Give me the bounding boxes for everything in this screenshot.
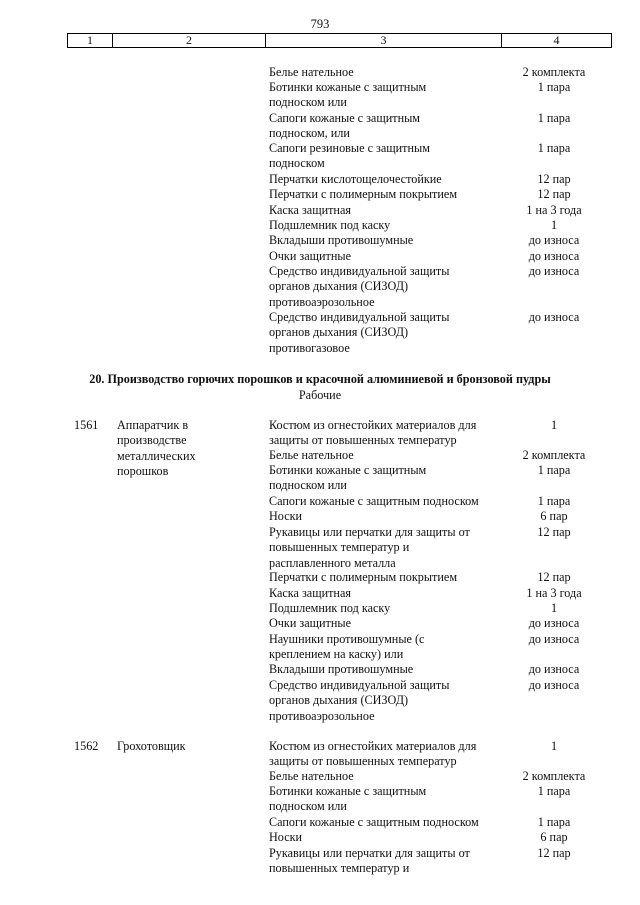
item-qty: до износа <box>528 616 580 630</box>
item-qty: 12 пар <box>537 172 571 186</box>
list-item <box>269 739 569 770</box>
item-qty: 6 пар <box>540 830 568 844</box>
item-qty: 1 пара <box>537 80 571 94</box>
list-item <box>269 601 569 616</box>
item-qty: 1 пара <box>537 815 571 829</box>
list-item <box>269 815 569 830</box>
list-item <box>269 448 586 463</box>
list-item <box>269 141 569 172</box>
list-item <box>269 249 580 264</box>
entry-number: 1562 <box>74 739 99 753</box>
item-name: Рукавицы или перчатки для защиты от повышенных температур и расплавленного металла <box>269 525 470 570</box>
list-item <box>269 846 569 877</box>
item-name: Средство индивидуальной защиты органов дыхания (СИЗОД) противогазовое <box>269 310 450 355</box>
item-name: Сапоги кожаные с защитным подноском <box>269 815 479 829</box>
item-name: Перчатки кислотощелочестойкие <box>269 172 442 186</box>
list-item <box>269 570 569 585</box>
list-item <box>269 264 580 310</box>
list-item <box>269 784 569 815</box>
list-item <box>269 769 586 784</box>
item-name: Ботинки кожаные с защитным подноском или <box>269 80 427 110</box>
item-qty: до износа <box>528 310 580 324</box>
item-name: Рукавицы или перчатки для защиты от повышенных температур и <box>269 846 470 876</box>
profession-name: Грохотовщик <box>117 739 186 753</box>
item-name: Очки защитные <box>269 249 351 263</box>
list-item <box>269 830 569 845</box>
column-header-2: 2 <box>113 34 266 47</box>
list-item <box>269 616 580 631</box>
column-header-row <box>67 33 612 48</box>
item-name: Сапоги кожаные с защитным подноском, или <box>269 111 420 141</box>
item-name: Белье нательное <box>269 65 354 79</box>
item-name: Белье нательное <box>269 448 354 462</box>
item-qty: 1 пара <box>537 141 571 155</box>
item-name: Подшлемник под каску <box>269 601 391 615</box>
item-name: Костюм из огнестойких материалов для защиты от повышенных температур <box>269 418 477 448</box>
column-header-4: 4 <box>553 33 560 47</box>
item-qty: 12 пар <box>537 187 571 201</box>
item-qty: 1 <box>550 418 558 432</box>
column-header-3: 3 <box>266 34 502 47</box>
list-item <box>269 678 580 724</box>
item-name: Сапоги резиновые с защитным подноском <box>269 141 430 171</box>
entry-number: 1561 <box>74 418 99 432</box>
list-item <box>269 494 569 509</box>
item-name: Очки защитные <box>269 616 351 630</box>
profession-name: Аппаратчик в производстве металлических порошков <box>117 418 196 478</box>
item-qty: 6 пар <box>540 509 568 523</box>
item-name: Каска защитная <box>269 586 351 600</box>
item-name: Костюм из огнестойких материалов для защиты от повышенных температур <box>269 739 477 769</box>
item-qty: 12 пар <box>537 525 571 539</box>
list-item <box>269 172 569 187</box>
item-qty: 12 пар <box>537 570 571 584</box>
list-item <box>269 632 580 663</box>
item-name: Средство индивидуальной защиты органов дыхания (СИЗОД) противоаэрозольное <box>269 678 450 723</box>
item-name: Носки <box>269 509 303 523</box>
item-qty: 2 комплекта <box>522 448 586 462</box>
item-qty: 2 комплекта <box>522 65 586 79</box>
item-qty: 1 пара <box>537 111 571 125</box>
section-subtitle: Рабочие <box>298 388 342 402</box>
list-item <box>269 662 580 677</box>
item-name: Белье нательное <box>269 769 354 783</box>
list-item <box>269 203 582 218</box>
item-name: Вкладыши противошумные <box>269 662 414 676</box>
item-name: Ботинки кожаные с защитным подноском или <box>269 463 427 493</box>
item-name: Подшлемник под каску <box>269 218 391 232</box>
item-qty: 2 комплекта <box>522 769 586 783</box>
list-item <box>269 310 580 356</box>
list-item <box>269 463 569 494</box>
item-name: Перчатки с полимерным покрытием <box>269 570 458 584</box>
item-qty: до износа <box>528 678 580 692</box>
list-item <box>269 418 569 449</box>
item-name: Сапоги кожаные с защитным подноском <box>269 494 479 508</box>
item-name: Каска защитная <box>269 203 351 217</box>
list-item <box>269 65 586 80</box>
list-item <box>269 509 569 524</box>
item-qty: 1 <box>550 601 558 615</box>
list-item <box>269 233 580 248</box>
list-item <box>269 218 569 233</box>
item-qty: 1 <box>550 218 558 232</box>
item-qty: 1 пара <box>537 463 571 477</box>
item-qty: 12 пар <box>537 846 571 860</box>
item-name: Вкладыши противошумные <box>269 233 414 247</box>
item-name: Носки <box>269 830 303 844</box>
list-item <box>269 586 582 601</box>
list-item <box>269 80 569 111</box>
item-qty: 1 пара <box>537 784 571 798</box>
list-item <box>269 525 569 571</box>
item-qty: 1 на 3 года <box>526 586 582 600</box>
item-qty: до износа <box>528 662 580 676</box>
column-header-1: 1 <box>68 34 113 47</box>
item-name: Ботинки кожаные с защитным подноском или <box>269 784 427 814</box>
list-item <box>269 111 569 142</box>
item-name: Перчатки с полимерным покрытием <box>269 187 458 201</box>
item-qty: 1 <box>550 739 558 753</box>
item-qty: до износа <box>528 264 580 278</box>
item-name: Наушники противошумные (с креплением на каску) или <box>269 632 425 662</box>
item-qty: до износа <box>528 233 580 247</box>
section-title: 20. Производство горючих порошков и красочной алюминиевой и бронзовой пудры <box>89 372 551 386</box>
list-item <box>269 187 569 202</box>
item-qty: 1 пара <box>537 494 571 508</box>
item-name: Средство индивидуальной защиты органов дыхания (СИЗОД) противоаэрозольное <box>269 264 450 309</box>
item-qty: 1 на 3 года <box>526 203 582 217</box>
item-qty: до износа <box>528 249 580 263</box>
item-qty: до износа <box>528 632 580 646</box>
page-number: 793 <box>310 17 330 31</box>
